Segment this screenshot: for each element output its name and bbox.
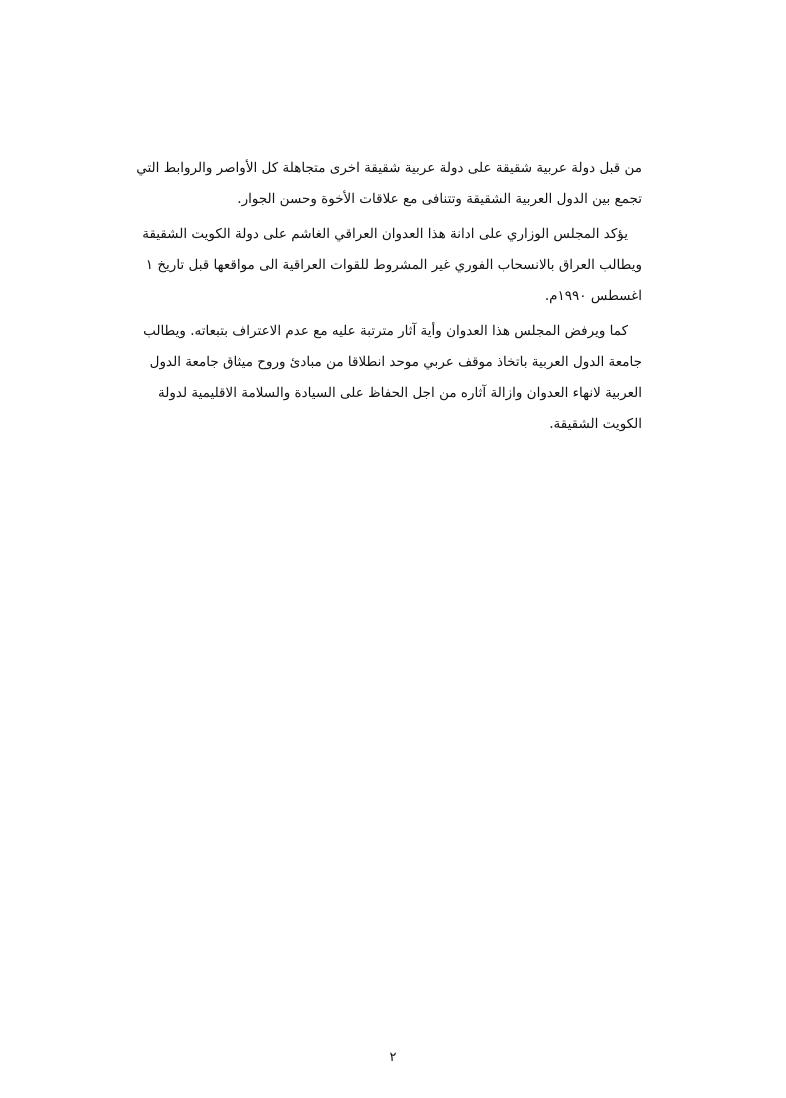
paragraph-2 (142, 219, 642, 312)
text-line: اغسطس ١٩٩٠م. (544, 288, 642, 304)
text-line: ويطالب العراق بالانسحاب الفوري غير المشروط للقوات العراقية الى مواقعها قبل تاريخ ١ (145, 257, 642, 273)
page-number: ٢ (389, 1050, 397, 1065)
text-line: العربية لانهاء العدوان وازالة آثاره من اجل الحفاظ على السيادة والسلامة الاقليمية لدولة (158, 385, 642, 401)
text-line: كما ويرفض المجلس هذا العدوان وأية آثار مترتبة عليه مع عدم الاعتراف بتبعاته. ويطالب (143, 323, 628, 339)
text-line: تجمع بين الدول العربية الشقيقة وتتنافى مع علاقات الأخوة وحسن الجوار. (237, 191, 642, 207)
document-body (136, 153, 642, 440)
text-line: يؤكد المجلس الوزاري على ادانة هذا العدوان العراقي الغاشم على دولة الكويت الشقيقة (142, 226, 628, 242)
text-line: الكويت الشقيقة. (549, 416, 642, 432)
paragraph-3 (143, 316, 642, 440)
text-line: من قبل دولة عربية شقيقة على دولة عربية شقيقة اخرى متجاهلة كل الأواصر والروابط التي (136, 160, 642, 176)
paragraph-1 (136, 153, 642, 215)
text-line: جامعة الدول العربية باتخاذ موقف عربي موحد انطلاقا من مبادئ وروح ميثاق جامعة الدول (149, 354, 642, 370)
